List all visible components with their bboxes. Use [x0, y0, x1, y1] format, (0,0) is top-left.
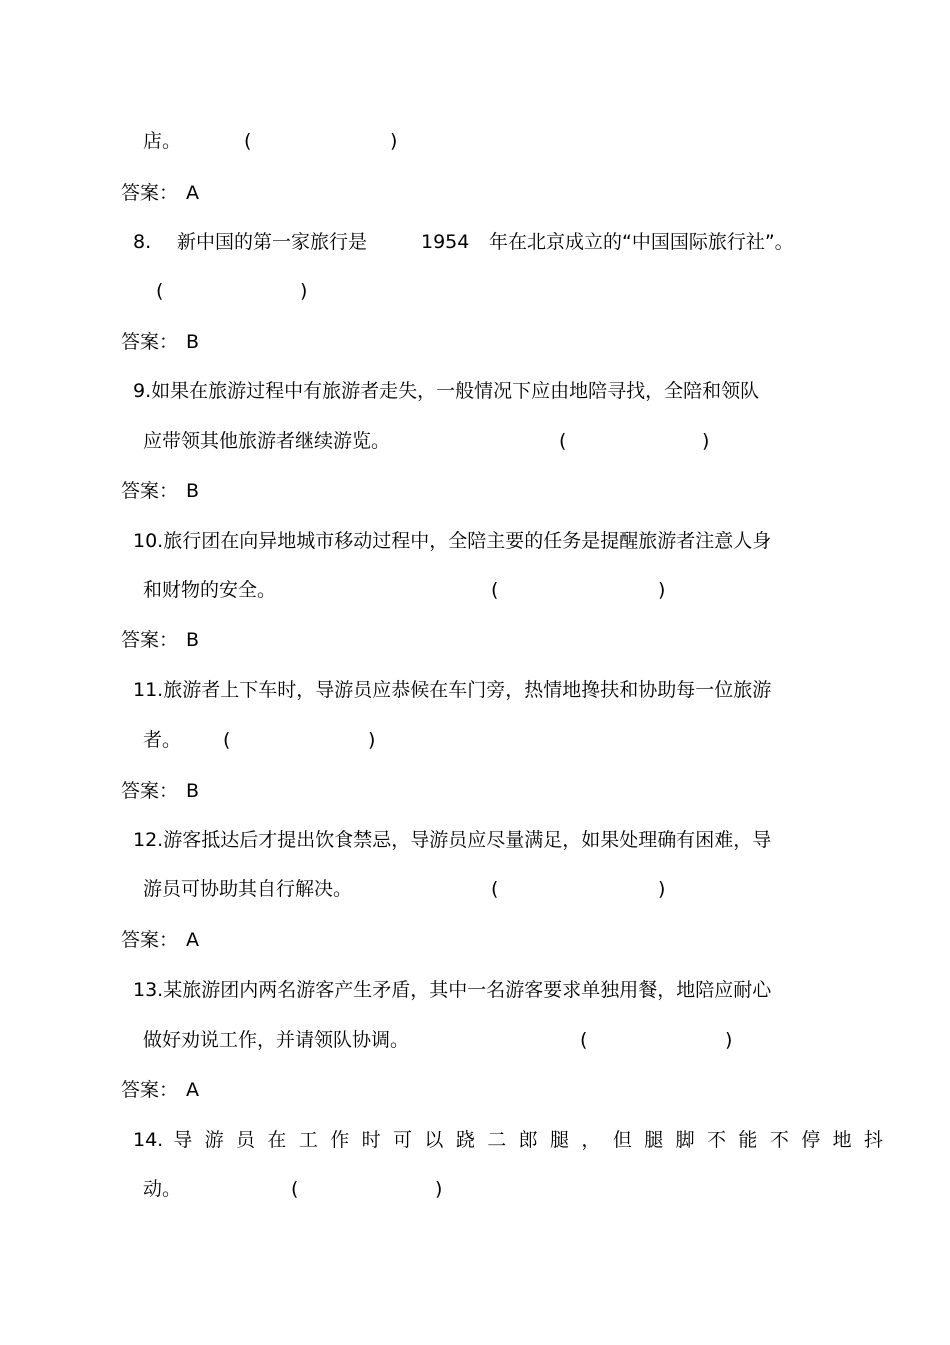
question-text: 游客抵达后才提出饮食禁忌，导游员应尽量满足，如果处理确有困难，导: [163, 829, 772, 851]
question-12-line-2: 游员可协助其自行解决。: [143, 878, 353, 900]
answer-blank-close: ): [300, 280, 308, 302]
question-10-line-2: 和财物的安全。: [143, 579, 277, 601]
question-text: 导游员在工作时可以跷二郎腿，但腿脚不能不停地抖: [173, 1129, 896, 1151]
answer-label: 答案：: [121, 629, 179, 651]
answer-13: [121, 1078, 199, 1102]
question-7-continuation: 店。: [143, 130, 182, 152]
answer-blank-close: ): [368, 729, 376, 751]
answer-blank-close: ): [725, 1029, 733, 1051]
answer-value: A: [186, 1079, 200, 1101]
question-8-number: 8.: [133, 231, 152, 253]
answer-value: B: [186, 629, 200, 651]
question-14-line-1: [133, 1128, 895, 1152]
answer-blank-open: (: [580, 1029, 588, 1051]
answer-blank-open: (: [559, 430, 567, 452]
question-13-line-2: 做好劝说工作，并请领队协调。: [143, 1029, 410, 1051]
question-11-line-1: [133, 678, 771, 702]
answer-7: [121, 181, 199, 205]
answer-value: B: [186, 780, 200, 802]
answer-12: [121, 928, 199, 952]
answer-blank-close: ): [658, 579, 666, 601]
answer-value: B: [186, 480, 200, 502]
answer-label: 答案：: [121, 1079, 179, 1101]
answer-blank-close: ): [435, 1178, 443, 1200]
answer-blank-close: ): [390, 130, 398, 152]
answer-blank-close: ): [658, 878, 666, 900]
answer-label: 答案：: [121, 929, 179, 951]
answer-value: B: [186, 331, 200, 353]
question-number: 13.: [133, 979, 164, 1001]
question-text: 如果在旅游过程中有旅游者走失，一般情况下应由地陪寻找，全陪和领队: [151, 380, 760, 402]
question-12-line-1: [133, 828, 771, 852]
question-text: 旅行团在向异地城市移动过程中，全陪主要的任务是提醒旅游者注意人身: [163, 530, 772, 552]
question-number: 10.: [133, 530, 164, 552]
question-9-line-1: [133, 379, 759, 403]
answer-value: A: [186, 929, 200, 951]
question-10-line-1: [133, 529, 771, 553]
answer-blank-open: (: [223, 729, 231, 751]
answer-9: [121, 479, 199, 503]
answer-blank-open: (: [244, 130, 252, 152]
answer-label: 答案：: [121, 780, 179, 802]
question-11-line-2: 者。: [143, 729, 182, 751]
question-number: 11.: [133, 679, 164, 701]
question-number: 12.: [133, 829, 164, 851]
question-8-year: 1954: [421, 231, 470, 253]
answer-label: 答案：: [121, 480, 179, 502]
question-number: 9.: [133, 380, 152, 402]
question-8-text-b: 年在北京成立的“中国国际旅行社”。: [489, 231, 794, 253]
answer-blank-close: ): [702, 430, 710, 452]
answer-label: 答案：: [121, 331, 179, 353]
answer-value: A: [186, 182, 200, 204]
question-number: 14.: [133, 1129, 164, 1151]
question-8-text-a: 新中国的第一家旅行是: [177, 231, 368, 253]
question-13-line-1: [133, 978, 771, 1002]
question-text: 某旅游团内两名游客产生矛盾，其中一名游客要求单独用餐，地陪应耐心: [163, 979, 772, 1001]
answer-blank-open: (: [291, 1178, 299, 1200]
answer-blank-open: (: [156, 280, 164, 302]
answer-blank-open: (: [491, 878, 499, 900]
answer-blank-open: (: [491, 579, 499, 601]
answer-10: [121, 628, 199, 652]
answer-11: [121, 779, 199, 803]
question-14-line-2: 动。: [143, 1178, 182, 1200]
answer-8: [121, 330, 199, 354]
question-9-line-2: 应带领其他旅游者继续游览。: [143, 430, 391, 452]
question-text: 旅游者上下车时，导游员应恭候在车门旁，热情地搀扶和协助每一位旅游: [163, 679, 772, 701]
answer-label: 答案：: [121, 182, 179, 204]
